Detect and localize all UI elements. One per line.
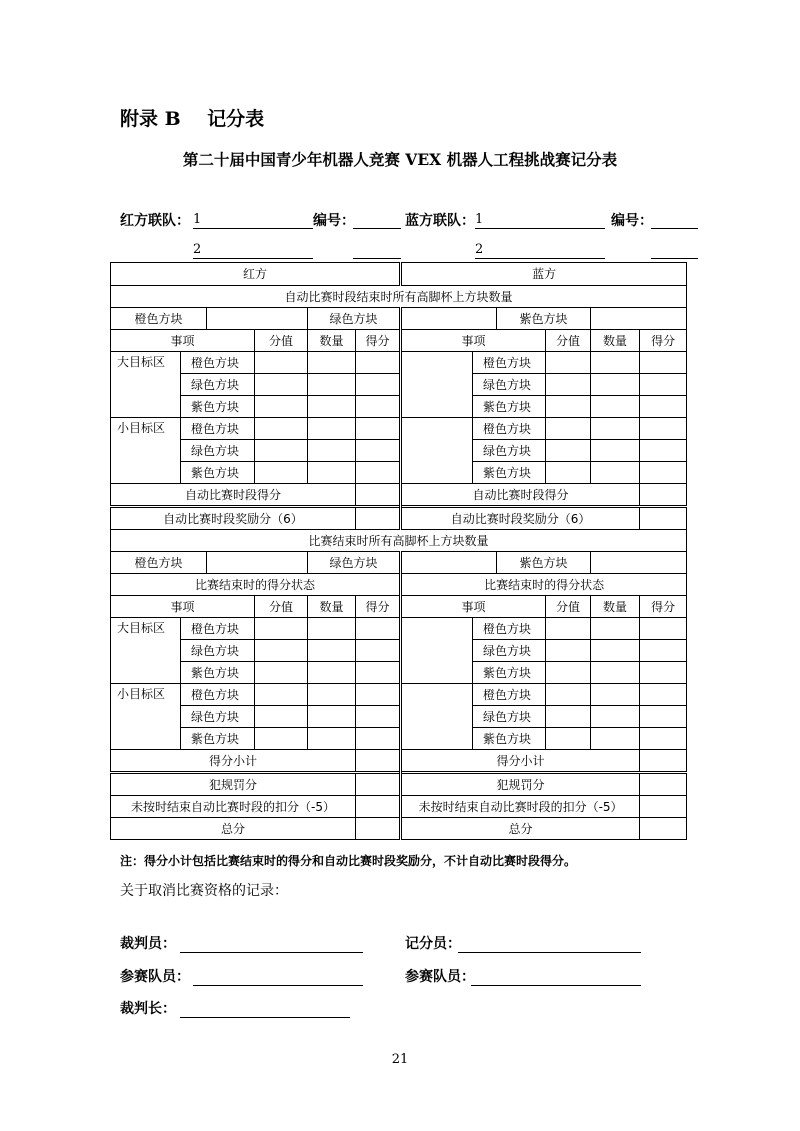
blue-foul-label: 犯规罚分 <box>401 773 640 796</box>
cell[interactable] <box>640 662 687 684</box>
sheet-title: 第二十届中国青少年机器人竞赛 VEX 机器人工程挑战赛记分表 <box>182 150 618 169</box>
blue-deduct-value[interactable] <box>640 796 687 818</box>
blue-total-value[interactable] <box>640 818 687 840</box>
red-end-col-count: 数量 <box>308 596 356 618</box>
cell[interactable] <box>356 728 401 750</box>
cell[interactable] <box>591 684 640 706</box>
cell[interactable] <box>546 728 591 750</box>
cell[interactable] <box>640 640 687 662</box>
blue-auto-score-value[interactable] <box>640 484 687 507</box>
auto-end-cubes-header: 自动比赛时段结束时所有高脚杯上方块数量 <box>111 286 687 308</box>
red-total-value[interactable] <box>356 818 401 840</box>
referee-label: 裁判员： <box>120 936 176 952</box>
end-orange-label: 橙色方块 <box>111 552 207 574</box>
red-deduct-label: 未按时结束自动比赛时段的扣分（-5） <box>111 796 356 818</box>
red-auto-small-zone: 小目标区 <box>111 418 181 484</box>
disqualification-record-label: 关于取消比赛资格的记录： <box>120 883 288 899</box>
cell[interactable] <box>546 396 591 418</box>
cell[interactable] <box>308 374 356 396</box>
auto-green-label: 绿色方块 <box>308 308 401 330</box>
red-auto-small-green: 绿色方块 <box>181 440 255 462</box>
blue-team-2-index: 2 <box>475 242 484 257</box>
blue-end-big-purple: 紫色方块 <box>473 662 546 684</box>
cell[interactable] <box>356 618 401 640</box>
cell[interactable] <box>640 352 687 374</box>
red-end-col-item: 事项 <box>111 596 255 618</box>
blue-end-big-zone <box>401 618 473 684</box>
cell[interactable] <box>255 418 308 440</box>
auto-orange-label: 橙色方块 <box>111 308 207 330</box>
cell[interactable] <box>356 396 401 418</box>
auto-purple-count[interactable] <box>591 308 687 330</box>
red-team-1-field[interactable] <box>193 210 313 229</box>
blue-auto-col-item: 事项 <box>401 330 546 352</box>
cell[interactable] <box>640 418 687 440</box>
red-end-state-header: 比赛结束时的得分状态 <box>111 574 401 596</box>
red-end-big-orange: 橙色方块 <box>181 618 255 640</box>
cell[interactable] <box>356 640 401 662</box>
cell[interactable] <box>308 396 356 418</box>
auto-purple-label: 紫色方块 <box>497 308 591 330</box>
red-number-2-field[interactable] <box>353 240 401 259</box>
cell[interactable] <box>640 374 687 396</box>
red-end-small-zone: 小目标区 <box>111 684 181 750</box>
cell[interactable] <box>546 462 591 484</box>
blue-end-small-green: 绿色方块 <box>473 706 546 728</box>
blue-foul-value[interactable] <box>640 773 687 796</box>
cell[interactable] <box>640 440 687 462</box>
blue-auto-col-count: 数量 <box>591 330 640 352</box>
cell[interactable] <box>546 618 591 640</box>
cell[interactable] <box>255 396 308 418</box>
cell[interactable] <box>356 706 401 728</box>
blue-auto-big-orange: 橙色方块 <box>473 352 546 374</box>
blue-end-big-green: 绿色方块 <box>473 640 546 662</box>
cell[interactable] <box>591 706 640 728</box>
red-auto-big-zone: 大目标区 <box>111 352 181 418</box>
cell[interactable] <box>255 462 308 484</box>
blue-participant-label: 参赛队员： <box>405 969 475 985</box>
end-purple-label: 紫色方块 <box>497 552 591 574</box>
blue-end-col-count: 数量 <box>591 596 640 618</box>
cell[interactable] <box>255 440 308 462</box>
red-subtotal-value[interactable] <box>356 750 401 773</box>
cell[interactable] <box>591 440 640 462</box>
cell[interactable] <box>591 640 640 662</box>
blue-alliance-label: 蓝方联队： <box>405 213 475 229</box>
red-auto-big-purple: 紫色方块 <box>181 396 255 418</box>
cell[interactable] <box>640 706 687 728</box>
blue-subtotal-label: 得分小计 <box>401 750 640 773</box>
cell[interactable] <box>356 418 401 440</box>
cell[interactable] <box>255 728 308 750</box>
cell[interactable] <box>308 418 356 440</box>
cell[interactable] <box>356 462 401 484</box>
blue-auto-bonus-label: 自动比赛时段奖励分（6） <box>401 507 640 530</box>
cell[interactable] <box>640 462 687 484</box>
blue-subtotal-value[interactable] <box>640 750 687 773</box>
blue-number-field[interactable] <box>651 210 698 229</box>
cell[interactable] <box>546 706 591 728</box>
blue-deduct-label: 未按时结束自动比赛时段的扣分（-5） <box>401 796 640 818</box>
red-subtotal-label: 得分小计 <box>111 750 356 773</box>
red-team-2-index: 2 <box>193 242 202 257</box>
cell[interactable] <box>356 440 401 462</box>
cell[interactable] <box>640 728 687 750</box>
blue-team-1-index: 1 <box>475 212 484 227</box>
cell[interactable] <box>308 662 356 684</box>
blue-header: 蓝方 <box>401 263 687 286</box>
cell[interactable] <box>591 662 640 684</box>
red-end-col-score: 得分 <box>356 596 401 618</box>
red-participant-label: 参赛队员： <box>120 969 190 985</box>
red-end-big-zone: 大目标区 <box>111 618 181 684</box>
blue-end-small-orange: 橙色方块 <box>473 684 546 706</box>
auto-green-count[interactable] <box>401 308 497 330</box>
cell[interactable] <box>356 374 401 396</box>
red-end-col-points: 分值 <box>255 596 308 618</box>
cell[interactable] <box>591 396 640 418</box>
cell[interactable] <box>308 706 356 728</box>
blue-number-label: 编号： <box>611 213 653 229</box>
blue-auto-small-zone <box>401 418 473 484</box>
cell[interactable] <box>255 662 308 684</box>
red-end-big-green: 绿色方块 <box>181 640 255 662</box>
red-auto-bonus-label: 自动比赛时段奖励分（6） <box>111 507 356 530</box>
cell[interactable] <box>546 418 591 440</box>
blue-auto-small-orange: 橙色方块 <box>473 418 546 440</box>
blue-auto-big-green: 绿色方块 <box>473 374 546 396</box>
cell[interactable] <box>591 462 640 484</box>
red-foul-value[interactable] <box>356 773 401 796</box>
blue-end-col-score: 得分 <box>640 596 687 618</box>
score-table <box>110 262 687 840</box>
blue-auto-bonus-value[interactable] <box>640 507 687 530</box>
red-end-small-purple: 紫色方块 <box>181 728 255 750</box>
blue-auto-big-purple: 紫色方块 <box>473 396 546 418</box>
blue-end-small-zone <box>401 684 473 750</box>
red-auto-small-orange: 橙色方块 <box>181 418 255 440</box>
red-total-label: 总分 <box>111 818 356 840</box>
cell[interactable] <box>591 618 640 640</box>
blue-auto-score-label: 自动比赛时段得分 <box>401 484 640 507</box>
blue-end-col-item: 事项 <box>401 596 546 618</box>
red-auto-bonus-value[interactable] <box>356 507 401 530</box>
blue-auto-small-purple: 紫色方块 <box>473 462 546 484</box>
cell[interactable] <box>640 618 687 640</box>
blue-auto-col-score: 得分 <box>640 330 687 352</box>
end-orange-count[interactable] <box>207 552 308 574</box>
cell[interactable] <box>255 618 308 640</box>
cell[interactable] <box>546 352 591 374</box>
chief-referee-label: 裁判长： <box>120 1001 176 1017</box>
red-auto-col-item: 事项 <box>111 330 255 352</box>
cell[interactable] <box>308 728 356 750</box>
cell[interactable] <box>356 662 401 684</box>
red-alliance-label: 红方联队： <box>120 213 190 229</box>
cell[interactable] <box>255 640 308 662</box>
red-foul-label: 犯规罚分 <box>111 773 356 796</box>
red-auto-small-purple: 紫色方块 <box>181 462 255 484</box>
red-auto-score-label: 自动比赛时段得分 <box>111 484 356 507</box>
chief-referee-signature-line[interactable] <box>180 1016 350 1018</box>
cell[interactable] <box>308 618 356 640</box>
cell[interactable] <box>308 640 356 662</box>
scorer-label: 记分员： <box>405 936 461 952</box>
blue-participant-signature-line[interactable] <box>471 984 641 986</box>
end-green-label: 绿色方块 <box>308 552 401 574</box>
red-team-1-index: 1 <box>193 212 202 227</box>
cell[interactable] <box>546 662 591 684</box>
cell[interactable] <box>308 462 356 484</box>
cell[interactable] <box>591 352 640 374</box>
blue-total-label: 总分 <box>401 818 640 840</box>
referee-signature-line[interactable] <box>180 951 363 953</box>
red-deduct-value[interactable] <box>356 796 401 818</box>
red-team-2-field[interactable] <box>193 240 313 259</box>
red-auto-big-green: 绿色方块 <box>181 374 255 396</box>
cell[interactable] <box>591 374 640 396</box>
cell[interactable] <box>591 728 640 750</box>
blue-end-state-header: 比赛结束时的得分状态 <box>401 574 687 596</box>
cell[interactable] <box>356 352 401 374</box>
red-participant-signature-line[interactable] <box>193 984 363 986</box>
blue-end-col-points: 分值 <box>546 596 591 618</box>
red-header: 红方 <box>111 263 401 286</box>
note: 注：得分小计包括比赛结束时的得分和自动比赛时段奖励分，不计自动比赛时段得分。 <box>120 854 577 868</box>
red-number-field[interactable] <box>353 210 401 229</box>
cell[interactable] <box>255 374 308 396</box>
red-auto-col-score: 得分 <box>356 330 401 352</box>
red-auto-col-count: 数量 <box>308 330 356 352</box>
red-auto-col-points: 分值 <box>255 330 308 352</box>
blue-end-small-purple: 紫色方块 <box>473 728 546 750</box>
blue-number-2-field[interactable] <box>651 240 698 259</box>
match-end-cubes-header: 比赛结束时所有高脚杯上方块数量 <box>111 530 687 552</box>
cell[interactable] <box>308 440 356 462</box>
cell[interactable] <box>546 640 591 662</box>
cell[interactable] <box>546 374 591 396</box>
cell[interactable] <box>356 684 401 706</box>
page-number: 21 <box>391 1052 409 1067</box>
blue-auto-small-green: 绿色方块 <box>473 440 546 462</box>
cell[interactable] <box>308 352 356 374</box>
red-number-label: 编号： <box>313 213 355 229</box>
blue-team-1-field[interactable] <box>475 210 605 229</box>
cell[interactable] <box>255 684 308 706</box>
cell[interactable] <box>255 706 308 728</box>
red-end-big-purple: 紫色方块 <box>181 662 255 684</box>
red-auto-score-value[interactable] <box>356 484 401 507</box>
blue-auto-big-zone <box>401 352 473 418</box>
end-green-count[interactable] <box>401 552 497 574</box>
cell[interactable] <box>546 684 591 706</box>
blue-team-2-field[interactable] <box>475 240 605 259</box>
red-auto-big-orange: 橙色方块 <box>181 352 255 374</box>
blue-auto-col-points: 分值 <box>546 330 591 352</box>
cell[interactable] <box>308 684 356 706</box>
cell[interactable] <box>591 418 640 440</box>
red-end-small-green: 绿色方块 <box>181 706 255 728</box>
end-purple-count[interactable] <box>591 552 687 574</box>
cell[interactable] <box>640 684 687 706</box>
cell[interactable] <box>255 352 308 374</box>
blue-end-big-orange: 橙色方块 <box>473 618 546 640</box>
appendix-title: 附录 B 记分表 <box>120 108 265 130</box>
red-end-small-orange: 橙色方块 <box>181 684 255 706</box>
cell[interactable] <box>640 396 687 418</box>
scorer-signature-line[interactable] <box>458 951 641 953</box>
cell[interactable] <box>546 440 591 462</box>
auto-orange-count[interactable] <box>207 308 308 330</box>
